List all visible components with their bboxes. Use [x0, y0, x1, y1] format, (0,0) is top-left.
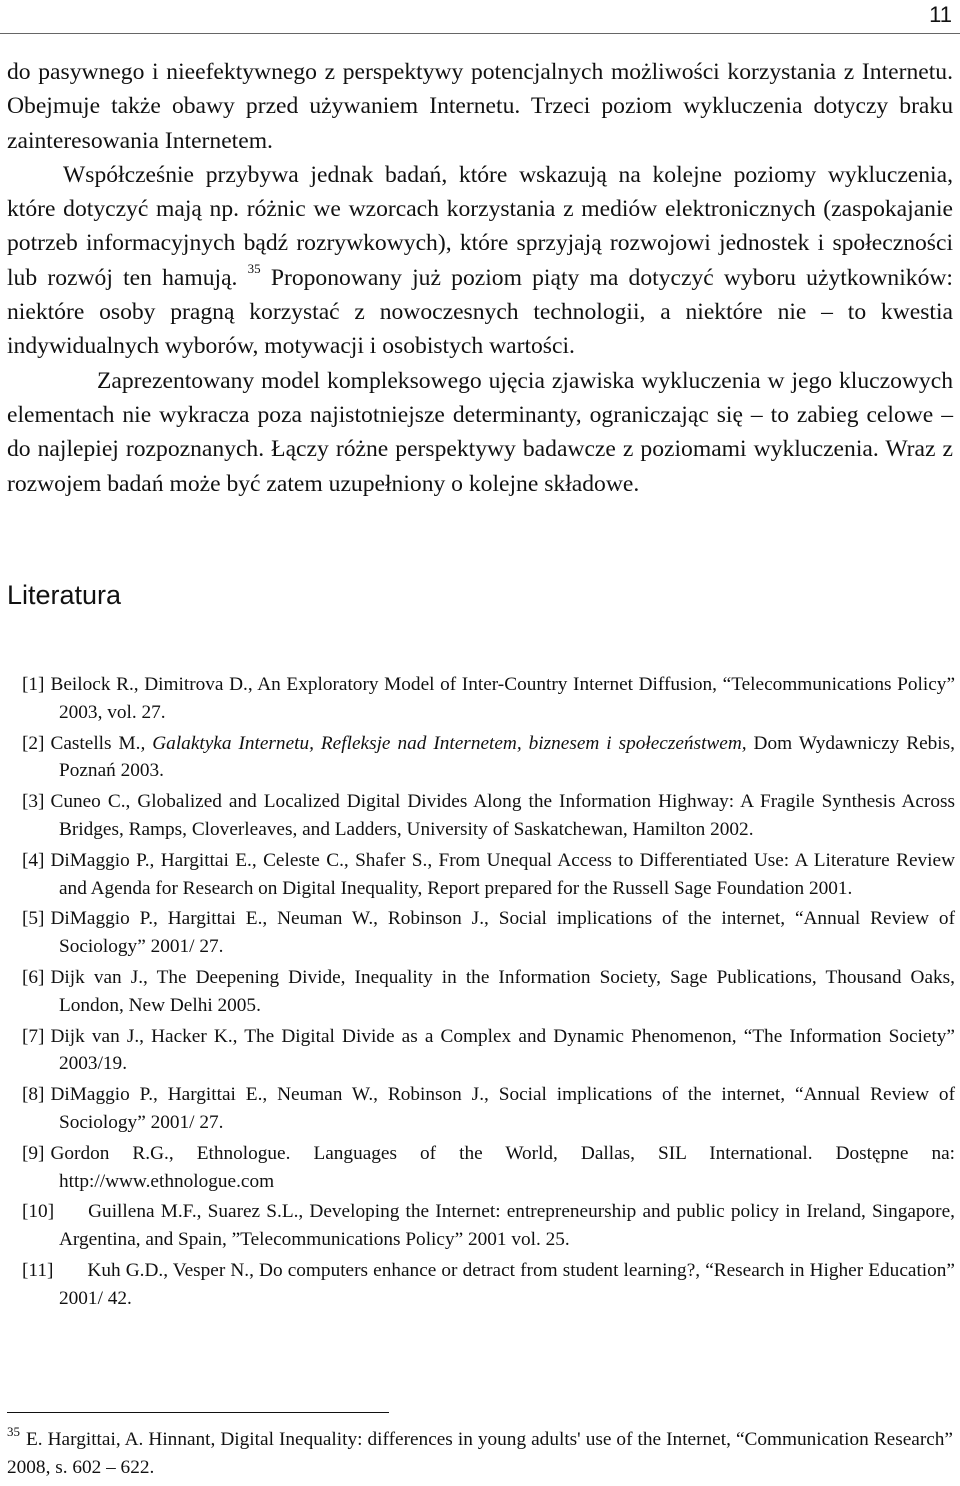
footnote-rule	[7, 1412, 389, 1413]
reference-number: [2]	[22, 732, 45, 754]
reference-authors: Gordon R.G.	[50, 1142, 169, 1164]
reference-item-2	[22, 730, 955, 786]
paragraph-1: do pasywnego i nieefektywnego z perspektywy potencjalnych możliwości korzystania z Internetu. Obejmuje także obawy przed używaniem Internetu. Trzeci poziom wykluczenia dotyczy braku zainteresowania Internetem.	[7, 59, 953, 154]
reference-item-10	[22, 1198, 955, 1254]
reference-title: , From Unequal Access to Differentiated Use: A Literature Review and Agenda for Research on Digital Inequality, Report prepared for the Russell Sage Foundation 2001.	[59, 849, 955, 899]
reference-authors: Dijk van J., Hacker K.	[50, 1025, 233, 1047]
reference-title: , An Exploratory Model of Inter-Country Internet Diffusion, “Telecommunications Policy” 2003, vol. 27.	[59, 674, 956, 723]
paragraph-2-text: Współcześnie przybywa jednak badań, które wskazują na kolejne poziomy wykluczenia, które dotyczyć mają np. różnic we wzorcach korzystania z mediów elektronicznych (zaspokajanie potrzeb informacyjnych bądź rozrywkowych), które sprzyjają rozwojowi jednostek i społeczności lub rozwój ten hamują.	[7, 161, 953, 291]
reference-title: , Do computers enhance or detract from student learning?, “Research in Higher Education” 2001/ 42.	[59, 1259, 955, 1309]
paragraph-2	[7, 158, 953, 364]
reference-number: [10]	[22, 1201, 55, 1223]
footnote-text: E. Hargittai, A. Hinnant, Digital Inequality: differences in young adults' use of the Internet, “Communication Research” 2008, s. 602 – 622.	[7, 1429, 953, 1478]
reference-title: , Social implications of the internet, “Annual Review of Sociology” 2001/ 27.	[59, 1084, 955, 1133]
reference-title: , Ethnologue. Languages of the World, Dallas, SIL International. Dostępne na: http://www.ethnologue.com	[59, 1142, 956, 1192]
reference-item-7	[22, 1023, 955, 1079]
reference-number: [5]	[22, 908, 45, 930]
reference-authors: DiMaggio P., Hargittai E., Celeste C., Shafer S.	[50, 849, 428, 871]
reference-title: , The Digital Divide as a Complex and Dynamic Phenomenon, “The Information Society” 2003/19.	[59, 1025, 955, 1075]
footnote-number: 35	[7, 1424, 20, 1439]
reference-title: , Galaktyka Internetu, Refleksje nad Internetem, biznesem i społeczeństwem,	[140, 732, 747, 754]
reference-item-6	[22, 964, 955, 1020]
header-rule	[0, 33, 960, 34]
reference-authors: DiMaggio P., Hargittai E., Neuman W., Robinson J.	[50, 1084, 485, 1106]
reference-item-3	[22, 788, 955, 844]
reference-number: [4]	[22, 849, 45, 871]
body-text	[7, 55, 953, 501]
reference-item-11	[22, 1257, 955, 1313]
reference-title: , The Deepening Divide, Inequality in the Information Society, Sage Publications, Thousand Oaks, London, New Delhi 2005.	[59, 966, 955, 1016]
paragraph-2-continuation: Proponowany już poziom piąty ma dotyczyć wyboru użytkowników: niektóre osoby pragną korzystać z nowoczesnych technologii, a niektóre nie – to kwestia indywidualnych wyborów, motywacji i osobistych wartości.	[7, 264, 953, 360]
reference-number: [1]	[22, 674, 45, 695]
reference-item-9	[22, 1140, 955, 1196]
reference-item-4	[22, 847, 955, 903]
reference-number: [7]	[22, 1025, 45, 1047]
reference-number: [11]	[22, 1259, 54, 1281]
paragraph-3: Zaprezentowany model kompleksowego ujęcia zjawiska wykluczenia w jego kluczowych elementach nie wykracza poza najistotniejsze determinanty, ograniczając się – to zabieg celowe – do najlepiej rozpoznanych. Łączy różne perspektywy badawcze z poziomami wykluczenia. Wraz z rozwojem badań może być zatem uzupełniony o kolejne składowe.	[7, 367, 953, 497]
reference-number: [3]	[22, 791, 45, 813]
reference-authors: Cuneo C.	[50, 791, 126, 813]
literature-heading: Literatura	[7, 580, 122, 610]
reference-title: , Developing the Internet: entrepreneurship and public policy in Ireland, Singapore, Argentina, and Spain, ”Telecommunications Policy” 2001 vol. 25.	[59, 1201, 955, 1251]
reference-title: , Globalized and Localized Digital Divides Along the Information Highway: A Fragile Synthesis Across Bridges, Ramps, Cloverleaves, and Ladders, University of Saskatchewan, Hamilton 2002.	[59, 791, 955, 840]
reference-authors: DiMaggio P., Hargittai E., Neuman W., Robinson J.	[50, 908, 485, 930]
reference-list	[22, 671, 955, 1316]
reference-title: , Social implications of the internet, “Annual Review of Sociology” 2001/ 27.	[59, 908, 955, 958]
reference-item-1	[22, 671, 955, 727]
reference-authors: Guillena M.F., Suarez S.L.	[88, 1201, 299, 1223]
reference-number: [6]	[22, 966, 45, 988]
reference-item-5	[22, 905, 955, 961]
reference-authors: Kuh G.D., Vesper N.	[87, 1259, 250, 1281]
reference-authors: Beilock R., Dimitrova D.	[50, 674, 248, 695]
reference-publisher: Dom Wydawniczy Rebis, Poznań 2003.	[59, 732, 955, 782]
reference-authors: Castells M.	[50, 732, 141, 754]
reference-item-8	[22, 1081, 955, 1137]
reference-number: [8]	[22, 1084, 45, 1106]
footnote-35	[7, 1426, 953, 1482]
reference-authors: Dijk van J.	[50, 966, 144, 988]
reference-number: [9]	[22, 1142, 45, 1164]
page-number: 11	[929, 2, 952, 27]
footnote-ref-35[interactable]: 35	[247, 260, 261, 276]
